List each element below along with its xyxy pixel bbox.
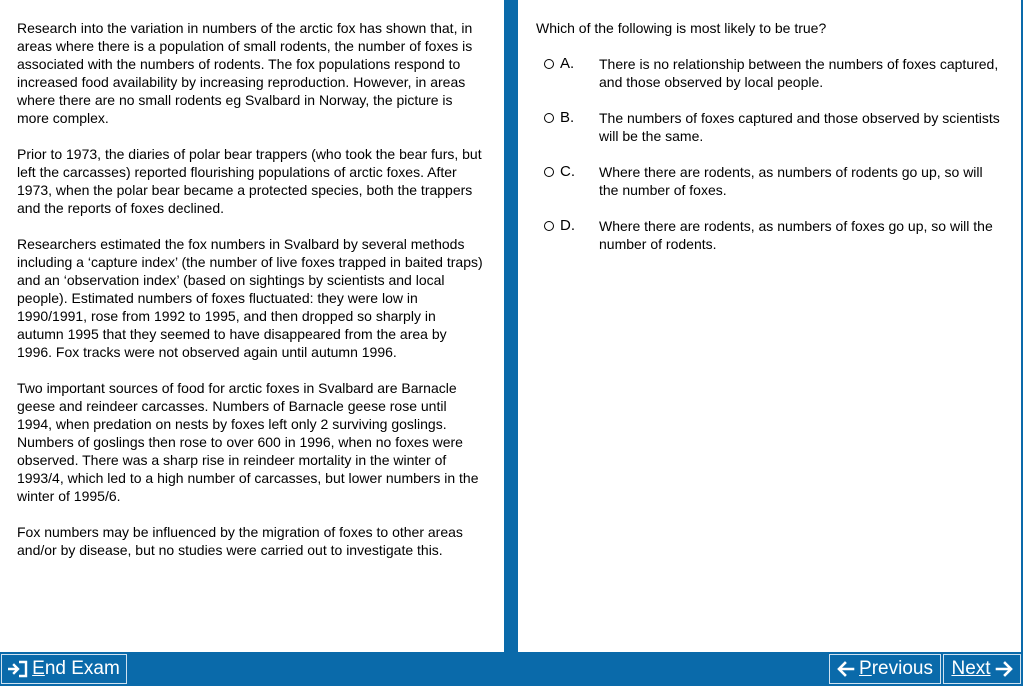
- passage-paragraph-1: Research into the variation in numbers of the arctic fox has shown that, in areas where there is a population of small rodents, the number of foxes is associated with the numbers of rodents. The fox populations respond to increased food availability by increasing reproduction. However, in areas where there are no small rodents eg Svalbard in Norway, the picture is more complex.: [17, 20, 473, 126]
- arrow-left-icon: [837, 660, 855, 678]
- option-a[interactable]: [536, 55, 1005, 91]
- passage-paragraph-2: Prior to 1973, the diaries of polar bear trappers (who took the bear furs, but left the carcasses) reported flourishing populations of arctic foxes. After 1973, when the polar bear became a protected species, both the trappers and the reports of foxes declined.: [17, 146, 482, 216]
- question-prompt: Which of the following is most likely to be true?: [536, 20, 827, 36]
- panel-divider: [504, 0, 518, 652]
- option-a-letter: A.: [560, 55, 575, 72]
- option-b-letter: B.: [560, 109, 575, 126]
- option-c-text: Where there are rodents, as numbers of rodents go up, so will the number of foxes.: [599, 164, 983, 198]
- exit-icon: [8, 660, 28, 678]
- end-exam-label: nd Exam: [44, 658, 120, 679]
- previous-key: P: [859, 658, 872, 679]
- option-a-text: There is no relationship between the numbers of foxes captured, and those observed by local people.: [599, 56, 999, 90]
- next-button[interactable]: [943, 654, 1021, 684]
- previous-button[interactable]: [829, 654, 941, 684]
- option-b-text: The numbers of foxes captured and those observed by scientists will be the same.: [599, 110, 1000, 144]
- passage-paragraph-3: Researchers estimated the fox numbers in Svalbard by several methods including a ‘capture index’ (the number of live foxes trapped in baited traps) and an ‘observation index’ (based on sightings by scientists and local people). Estimated numbers of foxes fluctuated: they were low in 1990/1991, rose from 1992 to 1995, and then dropped so sharply in autumn 1995 that they seemed to have disappeared from the area by 1996. Fox tracks were not observed again until autumn 1996.: [17, 236, 483, 360]
- option-d-radio[interactable]: [544, 221, 554, 231]
- next-label: ext: [965, 658, 991, 679]
- passage-paragraph-4: Two important sources of food for arctic foxes in Svalbard are Barnacle geese and reindeer carcasses. Numbers of Barnacle geese rose until 1994, when predation on nests by foxes left only 2 surviving goslings. Numbers of goslings then rose to over 600 in 1996, when no foxes were observed. There was a sharp rise in reindeer mortality in the winter of 1993/4, which led to a high number of carcasses, but lower numbers in the winter of 1995/6.: [17, 380, 479, 504]
- passage-panel: [0, 0, 504, 652]
- option-b[interactable]: [536, 109, 1005, 145]
- footer-bar: [0, 652, 1023, 686]
- next-key: N: [951, 658, 966, 679]
- arrow-right-icon: [995, 660, 1013, 678]
- passage-paragraph-5: Fox numbers may be influenced by the migration of foxes to other areas and/or by disease, but no studies were carried out to investigate this.: [17, 524, 463, 558]
- question-panel: [518, 0, 1021, 652]
- option-c-letter: C.: [560, 163, 575, 180]
- option-c[interactable]: [536, 163, 1005, 199]
- option-b-radio[interactable]: [544, 113, 554, 123]
- option-d-letter: D.: [560, 217, 575, 234]
- option-d[interactable]: [536, 217, 1005, 253]
- option-d-text: Where there are rodents, as numbers of foxes go up, so will the number of rodents.: [599, 218, 993, 252]
- end-exam-button[interactable]: [1, 654, 127, 684]
- end-exam-key: E: [32, 658, 45, 679]
- option-a-radio[interactable]: [544, 59, 554, 69]
- previous-label: revious: [871, 658, 933, 679]
- option-c-radio[interactable]: [544, 167, 554, 177]
